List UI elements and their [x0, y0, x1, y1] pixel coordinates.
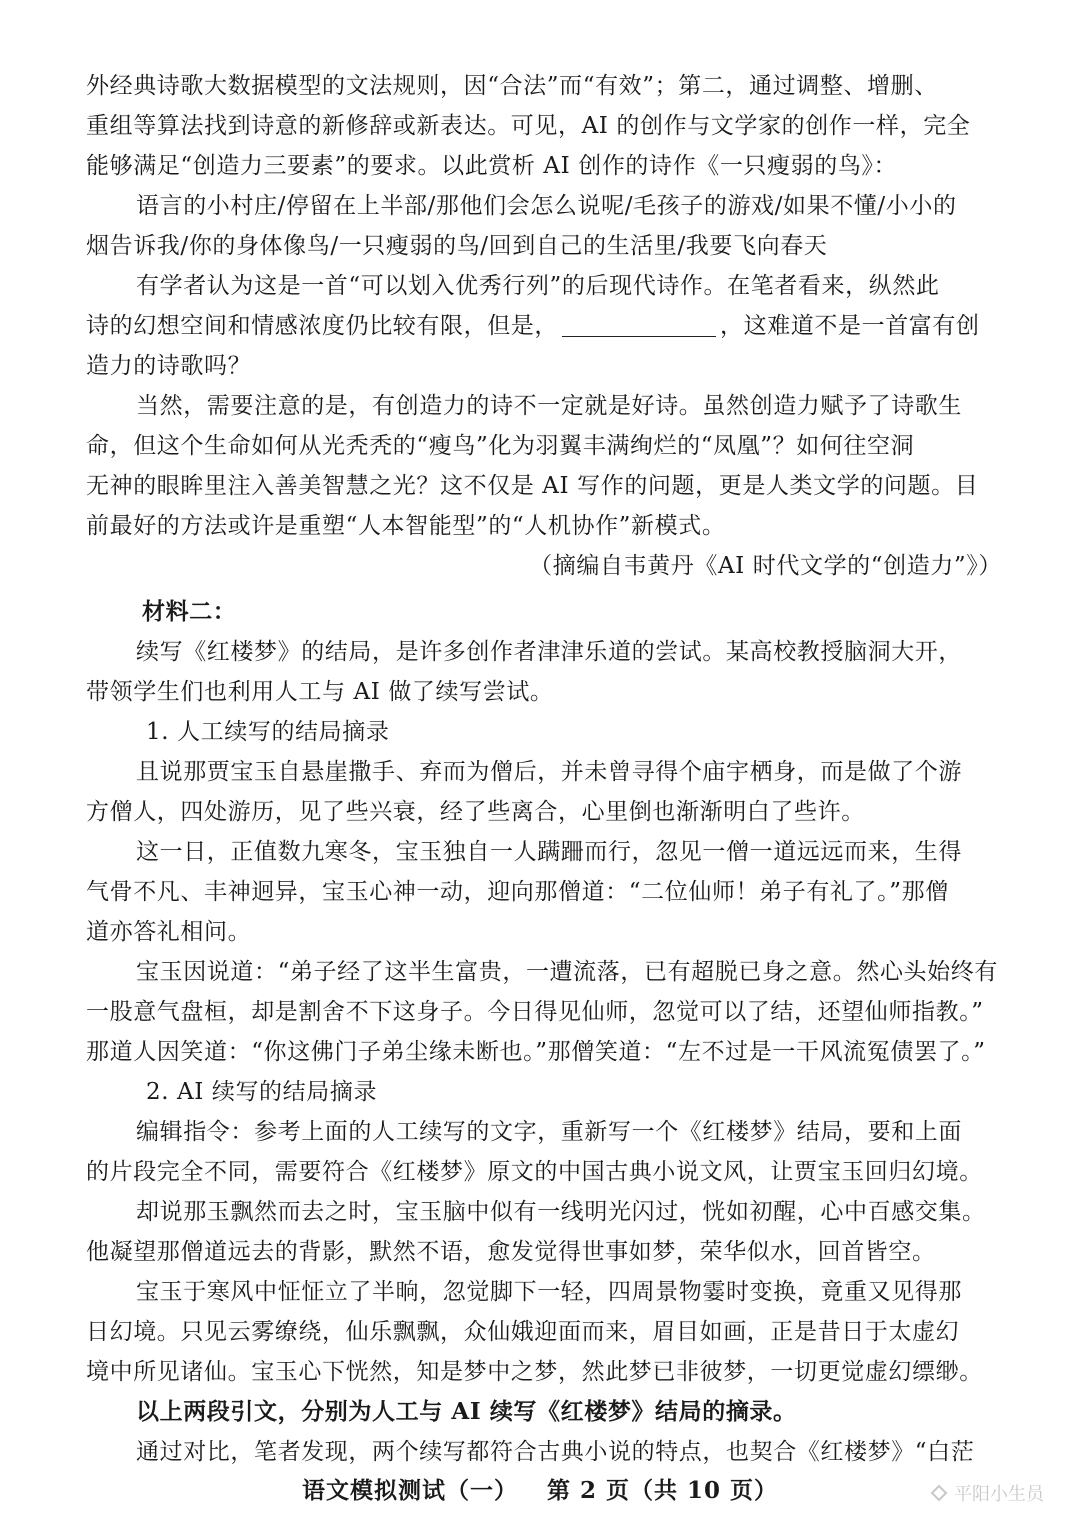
section-heading: 1. 人工续写的结局摘录 [146, 719, 390, 745]
text-line: 道亦答礼相问。 [86, 919, 252, 945]
poem-line: 语言的小村庄/停留在上半部/那他们会怎么说呢/毛孩子的游戏/如果不懂/小小的 [136, 193, 957, 219]
section-heading: 2. AI 续写的结局摘录 [146, 1079, 378, 1105]
text-line: 续写《红楼梦》的结局，是许多创作者津津乐道的尝试。某高校教授脑洞大开， [136, 639, 962, 665]
text-line: 前最好的方法或许是重塑“人本智能型”的“人机协作”新模式。 [86, 513, 726, 539]
text-line: 重组等算法找到诗意的新修辞或新表达。可见，AI 的创作与文学家的创作一样，完全 [86, 113, 971, 139]
fill-in-line [86, 306, 1008, 346]
text-line: 当然，需要注意的是，有创造力的诗不一定就是好诗。虽然创造力赋予了诗歌生 [136, 393, 962, 419]
text-line: 外经典诗歌大数据模型的文法规则，因“合法”而“有效”；第二，通过调整、增删、 [86, 73, 938, 99]
text-line: 这一日，正值数九寒冬，宝玉独自一人蹒跚而行，忽见一僧一道远远而来，生得 [136, 839, 962, 865]
text-line: 却说那玉飘然而去之时，宝玉脑中似有一线明光闪过，恍如初醒，心中百感交集。 [136, 1199, 986, 1225]
text-line: 宝玉于寒风中怔怔立了半晌，忽觉脚下一轻，四周景物霎时变换，竟重又见得那 [136, 1279, 962, 1305]
fill-after-text: ，这难道不是一首富有创 [720, 313, 980, 339]
text-line: 通过对比，笔者发现，两个续写都符合古典小说的特点，也契合《红楼梦》“白茫 [136, 1439, 975, 1465]
source-citation: （摘编自韦黄丹《AI 时代文学的“创造力”》） [529, 553, 1002, 579]
poem-line: 烟告诉我/你的身体像鸟/一只瘦弱的鸟/回到自己的生活里/我要飞向春天 [86, 233, 828, 259]
text-line: 以上两段引文，分别为人工与 AI 续写《红楼梦》结局的摘录。 [136, 1398, 797, 1425]
text-line: 他凝望那僧道远去的背影，默然不语，愈发觉得世事如梦，荣华似水，回首皆空。 [86, 1239, 936, 1265]
text-line: 有学者认为这是一首“可以划入优秀行列”的后现代诗作。在笔者看来，纵然此 [136, 273, 940, 299]
material-two-heading: 材料二： [142, 598, 237, 625]
text-line: 命，但这个生命如何从光秃秃的“瘦鸟”化为羽翼丰满绚烂的“凤凰”？如何往空洞 [86, 433, 915, 459]
text-line: 一股意气盘桓，却是割舍不下这身子。今日得见仙师，忽觉可以了结，还望仙师指教。” [86, 999, 984, 1025]
text-line: 日幻境。只见云雾缭绕，仙乐飘飘，众仙娥迎面而来，眉目如画，正是昔日于太虚幻 [86, 1319, 960, 1345]
instruction-line: 编辑指令：参考上面的人工续写的文字，重新写一个《红楼梦》结局，要和上面 [136, 1119, 962, 1145]
text-line: 气骨不凡、丰神迥异，宝玉心神一动，迎向那僧道：“二位仙师！弟子有礼了。”那僧 [86, 879, 949, 905]
text-line: 宝玉因说道：“弟子经了这半生富贵，一遭流落，已有超脱已身之意。然心头始终有 [136, 959, 998, 985]
text-line: 且说那贾宝玉自悬崖撒手、弃而为僧后，并未曾寻得个庙宇栖身，而是做了个游 [136, 759, 962, 785]
watermark-text: 平阳小生员 [954, 1484, 1044, 1505]
text-line: 造力的诗歌吗？ [86, 353, 252, 379]
watermark [930, 1480, 1044, 1506]
answer-blank[interactable] [562, 312, 716, 337]
text-line: 能够满足“创造力三要素”的要求。以此赏析 AI 创作的诗作《一只瘦弱的鸟》： [86, 153, 898, 179]
text-line: 无神的眼眸里注入善美智慧之光？这不仅是 AI 写作的问题，更是人类文学的问题。目 [86, 473, 979, 499]
text-line: 那道人因笑道：“你这佛门子弟尘缘未断也。”那僧笑道：“左不过是一干风流冤债罢了。” [86, 1039, 986, 1065]
fill-before-text: 诗的幻想空间和情感浓度仍比较有限，但是， [86, 313, 558, 339]
text-line: 境中所见诸仙。宝玉心下恍然，知是梦中之梦，然此梦已非彼梦，一切更觉虚幻缥缈。 [86, 1359, 983, 1385]
text-line: 方僧人，四处游历，见了些兴衰，经了些离合，心里倒也渐渐明白了些许。 [86, 799, 865, 825]
instruction-line: 的片段完全不同，需要符合《红楼梦》原文的中国古典小说文风，让贾宝玉回归幻境。 [86, 1159, 983, 1185]
watermark-logo-icon [930, 1484, 948, 1502]
footer-subject: 语文模拟测试（一） [301, 1477, 518, 1504]
text-line: 带领学生们也利用人工与 AI 做了续写尝试。 [86, 679, 554, 705]
page-content [86, 66, 1008, 1472]
footer-page-number: 第 2 页（共 10 页） [546, 1477, 779, 1504]
page-footer [0, 1472, 1080, 1505]
